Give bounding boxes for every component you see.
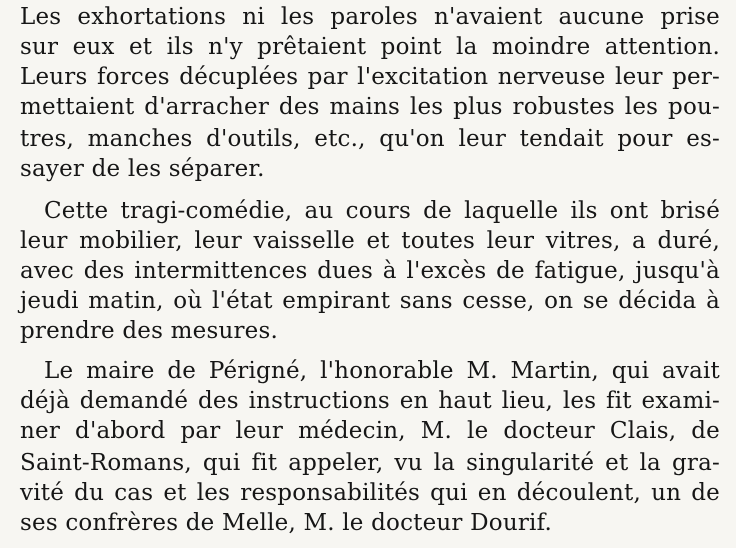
- text-line: déjà demandé des instructions en haut lieu, les fit exami-: [20, 388, 720, 414]
- text-line: Les exhortations ni les paroles n'avaient aucune prise: [20, 4, 720, 30]
- text-line: Leurs forces décuplées par l'excitation nerveuse leur per-: [20, 64, 720, 90]
- text-line: ner d'abord par leur médecin, M. le docteur Clais, de: [20, 418, 720, 444]
- text-line: prendre des mesures.: [20, 318, 278, 344]
- text-line: sayer de les séparer.: [20, 156, 265, 182]
- text-line: jeudi matin, où l'état empirant sans cesse, on se décida à: [20, 288, 720, 314]
- text-line: Cette tragi-comédie, au cours de laquelle ils ont brisé: [44, 198, 720, 224]
- text-line: leur mobilier, leur vaisselle et toutes leur vitres, a duré,: [20, 228, 720, 254]
- text-line: vité du cas et les responsabilités qui en découlent, un de: [20, 480, 720, 506]
- text-line: avec des intermittences dues à l'excès de fatigue, jusqu'à: [20, 258, 720, 284]
- text-line: mettaient d'arracher des mains les plus robustes les pou-: [20, 94, 720, 120]
- text-line: Saint-Romans, qui fit appeler, vu la singularité et la gra-: [20, 450, 720, 476]
- text-line: ses confrères de Melle, M. le docteur Dourif.: [20, 510, 552, 536]
- text-line: sur eux et ils n'y prêtaient point la moindre attention.: [20, 34, 720, 60]
- text-line: tres, manches d'outils, etc., qu'on leur tendait pour es-: [20, 126, 720, 152]
- text-line: Le maire de Périgné, l'honorable M. Martin, qui avait: [44, 358, 720, 384]
